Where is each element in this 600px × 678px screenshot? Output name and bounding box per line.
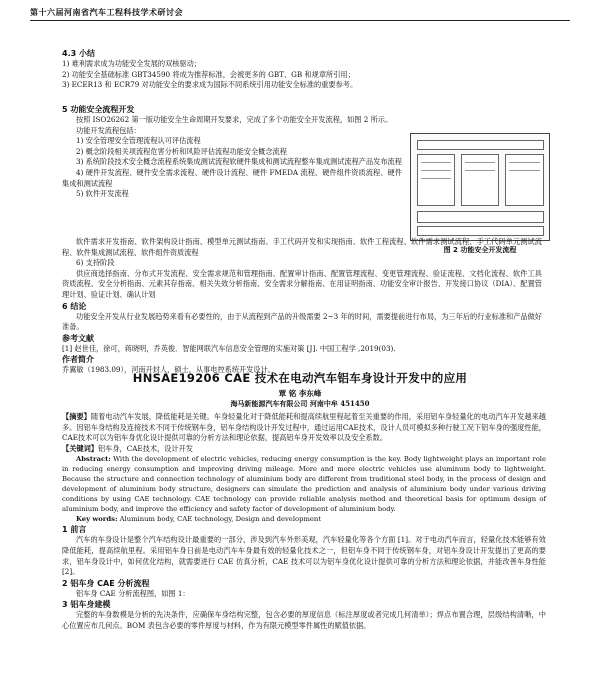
paper-body <box>62 412 546 632</box>
keywords-en-text: Aluminum body, CAE technology, Design and development <box>119 515 322 524</box>
figure-band-top <box>417 140 544 150</box>
figure-2-caption: 图 2 功能安全开发流程 <box>443 246 517 254</box>
running-header: 第十六届河南省汽车工程科技学术研讨会 <box>30 7 183 17</box>
figure-rule <box>421 162 451 163</box>
support-text: 供应商选择指南、分布式开发流程、安全需求规范和管理指南、配置审计指南、配置管理流程、变更管理流程、验证流程、文档化流程、软件工具资质流程、安全分析指南、元素其存指南、相关失效分析指南、安全需求分解指南、在用证明指南、功能安全审计报告、开发接口协议（DIA）、配置管理计划、验证计划、确认计划 <box>62 268 542 299</box>
figure-2-diagram <box>410 133 550 241</box>
section-4-3-heading: 4.3 小结 <box>62 49 95 58</box>
abstract-en <box>62 454 546 514</box>
support-title: 6) 支持阶段 <box>76 258 115 268</box>
figure-band-support <box>417 211 544 223</box>
reference-1: [1] 赵世佳，徐可，蒋晓明，乔英俊．智能网联汽车信息安全管理的实施对策 [J]. 中国工程学 ,2019(03). <box>62 343 396 353</box>
section-5-heading: 5 功能安全流程开发 <box>62 105 135 114</box>
section-5 <box>62 104 402 200</box>
section-5-list-title: 功能开发流程包括： <box>76 125 141 135</box>
section-4-3-line-3: 3) ECER13 和 ECR79 对功能安全的要求成为国际不同系统引用功能安全标准的重要参考。 <box>62 80 358 90</box>
paper-authors: 覃 铭 李东峰 <box>278 389 322 398</box>
software-text: 软件需求开发指南、软件架构设计指南、模型单元测试指南、手工代码开发和实现指南、软件工程流程、软件需求测试流程、手工代码单元测试流程、软件集成测试流程、软件组件资质流程 <box>62 237 542 257</box>
abstract-cn-text: 随着电动汽车发展，降低能耗是关键。车身轻量化对于降低能耗和提高续航里程起着至关重要的作用，采用铝车身轻量化的电动汽车开发越来越多。因铝车身结构及连接技术不同于传统钢车身，铝车身结构设计开发过程中，通过运用CAE技术，设计人员可模拟多种行驶工况下铝车身的强度性能，CAE技术可以为铝车身优化设计提供可靠的分析方法和理论依据，提高铝车身开发效率以及安全系数。 <box>62 412 546 443</box>
intro-text: 汽车的车身设计是整个汽车结构设计最重要的一部分，涉及到汽车外形美观，汽车轻量化等各个方面 [1]。对于电动汽车而言，轻量化技术能够有效降低能耗，提高续航里程。采用铝车身日前是电动汽车车身最有效的轻量化技术之一，但铝车身不同于传统钢车身，对铝车身设计开发提出了更高的要求，铝车身设计中，如何优化结构，就需要进行 CAE 仿真分析，CAE 技术可以为铝车身优化设计提供可靠的分析方法和理论依据，并能改善车身性能 [2]。 <box>62 535 546 577</box>
figure-rule <box>509 170 540 171</box>
section-4-3-line-2: 2) 功能安全基础标准 GBT34590 将成为推荐标准，会被更多的 GBT、GB 和规章所引用； <box>62 69 355 79</box>
keywords-cn-text: 铝车身，CAE技术，设计开发 <box>97 443 193 453</box>
figure-rule <box>421 178 451 179</box>
section-2-text: 铝车身 CAE 分析流程图，如图 1： <box>76 588 190 598</box>
keywords-en <box>62 514 546 524</box>
keywords-en-label: Key words: <box>76 515 118 524</box>
abstract-cn-label: 【摘要】 <box>62 412 91 421</box>
abstract-cn <box>62 412 546 444</box>
section-4-3 <box>62 48 542 91</box>
header-rule <box>30 20 570 21</box>
paper-affiliation: 海马新能源汽车有限公司 河南中牟 451450 <box>230 399 370 408</box>
keywords-cn <box>62 444 546 455</box>
intro-heading: 1 前言 <box>62 525 87 535</box>
keywords-cn-label: 【关键词】 <box>62 443 98 453</box>
section-4-3-line-1: 1) 难利需求成为功能安全发展的双核驱动； <box>62 59 202 68</box>
abstract-en-label: Abstract: <box>76 455 111 464</box>
figure-band-bottom <box>417 226 544 236</box>
section-5-item-3: 3) 系统阶段技术安全概念流程系统集成测试流程软硬件集成和测试流程整车集成测试流程产品发布流程 <box>76 157 402 167</box>
figure-rule <box>509 162 540 163</box>
section-5-item-5: 5) 软件开发流程 <box>76 189 129 199</box>
section-2-heading: 2 铝车身 CAE 分析流程 <box>62 578 150 588</box>
author-bio-heading: 作者简介 <box>62 355 94 365</box>
section-3-heading: 3 铝车身建模 <box>62 600 111 610</box>
paper-title: HNSAE19206 CAE 技术在电动汽车铝车身设计开发中的应用 <box>132 371 468 385</box>
section-6-heading: 6 结论 <box>62 301 87 311</box>
author-bio-text: 乔翼敏（1983.09），河南开封人，硕士，从事电控系统开发设计。 <box>62 365 275 375</box>
section-6-text: 功能安全开发从行业发展趋势来看有必要性的，由于从流程到产品的升级需要 2~3 年的时间，需要提前进行布局，为三年后的行业标准和产品做好准备。 <box>62 311 542 332</box>
section-5-item-2: 2) 概念阶段相关项流程危害分析和风险评估流程功能安全概念流程 <box>76 146 287 156</box>
section-3-text: 完整的车身数模是分析的先决条件，应确保车身结构完整，包含必要的厚度信息（标注厚度或者完成几何清单）；焊点布置合理，层级结构清晰，中心位置应布几何点。BOM 表包含必要的零件厚度与材料，作为有限元模型零件属性的赋值依据。 <box>62 610 546 630</box>
figure-rule <box>465 170 495 171</box>
section-5-intro: 按照 ISO26262 第一版功能安全生命周期开发要求，完成了多个功能安全开发流程，如图 2 所示。 <box>76 115 393 124</box>
section-5-item-1: 1) 安全管理安全管理流程认可评估流程 <box>76 136 201 146</box>
abstract-en-text: With the development of electric vehicles, reducing energy consumption is the key. Body lightweight plays an important role in reducing energy consumption and improving driving mileage. More and more electric vehicles use aluminum body to lightweight. Because the structure and connection technology of aluminium body are different from traditional steel body, in the process of design and development of aluminium body structure, designers can simulate the prediction and analysis of aluminium body under various driving conditions by using CAE technology. CAE technology can provide reliable analysis method and theoretical basis for optimum design of aluminium body, and improve the efficiency and safety factor of development of aluminium body. <box>62 455 546 514</box>
section-5-item-4: 4) 硬件开发流程、硬件安全需求流程、硬件设计流程、硬件 FMEDA 流程、硬件组件资质流程、硬件集成和测试流程 <box>62 167 402 188</box>
section-5-continued <box>62 237 542 376</box>
figure-rule <box>465 162 495 163</box>
figure-rule <box>421 170 451 171</box>
references-heading: 参考文献 <box>62 333 94 343</box>
